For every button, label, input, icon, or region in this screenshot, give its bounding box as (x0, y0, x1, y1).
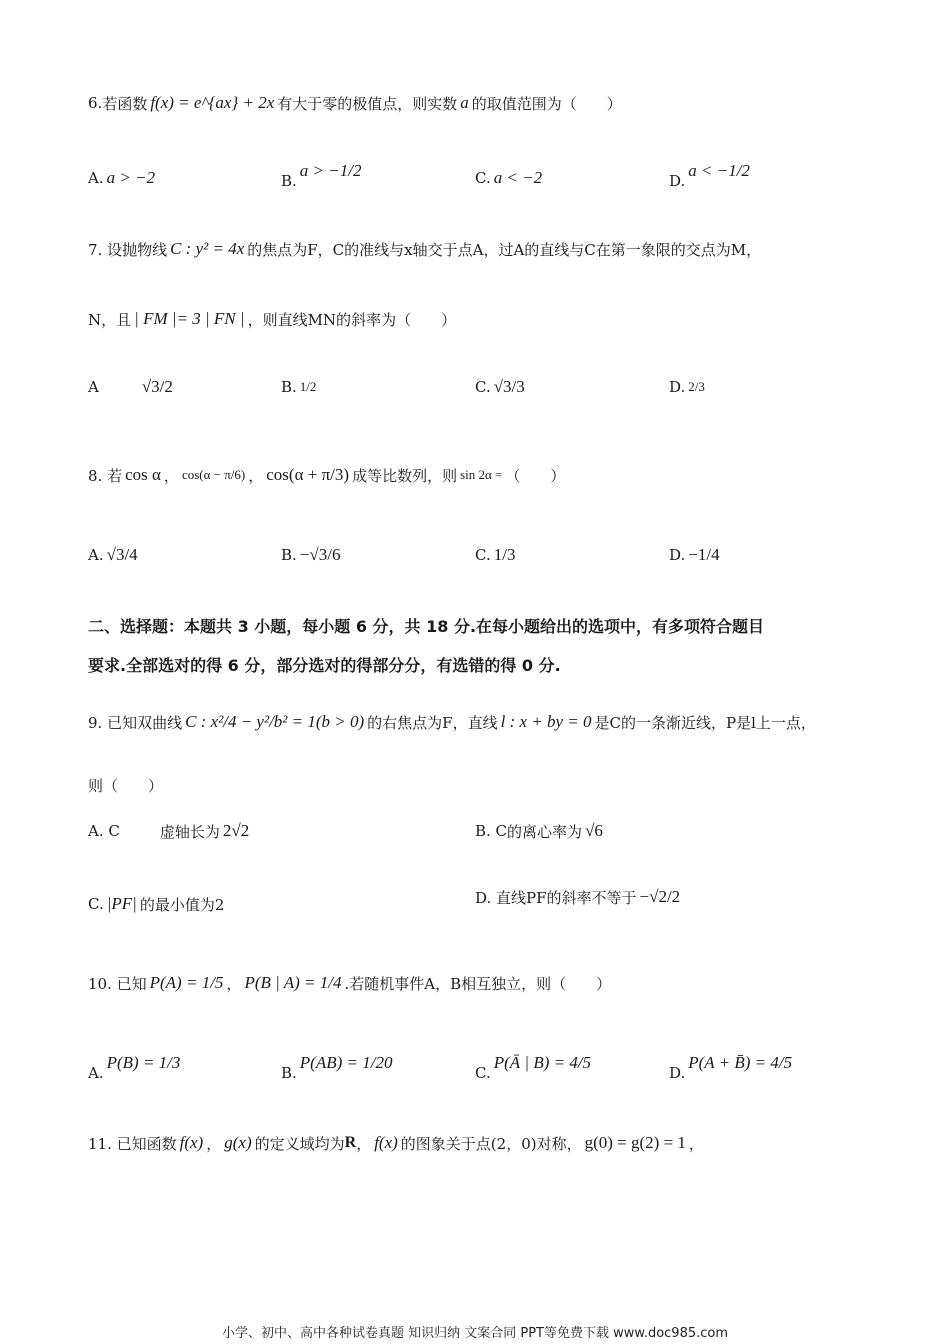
q11-fx-2: f(x) (374, 1133, 398, 1152)
q8-pre: 8. 若 (88, 466, 123, 485)
q8-option-c-math: 1/3 (493, 545, 516, 564)
q10-pba: P(B | A) = 1/4 (244, 973, 342, 992)
question-10 (88, 958, 611, 1008)
q8-comma-1: ， (163, 466, 179, 485)
q11-pre: 11. 已知函数 (88, 1134, 177, 1153)
q6-option-b-label: B. (281, 172, 297, 190)
q7-line2-post: ，则直线MN的斜率为（ ） (247, 310, 457, 329)
q9-option-b (475, 814, 606, 848)
q11-real-set: R (344, 1134, 357, 1151)
q8-comma-2: ， (248, 466, 264, 485)
q9-option-d-label: D. 直线PF的斜率不等于 (475, 888, 637, 907)
q8-option-d (669, 530, 723, 580)
q7-post: 的焦点为F，C的准线与x轴交于点A，过A的直线与C在第一象限的交点为M， (247, 240, 762, 259)
q10-option-a-math: P(B) = 1/3 (106, 1053, 181, 1072)
q9-option-a-label: A. C (88, 822, 120, 840)
q10-option-c-label: C. (475, 1064, 491, 1082)
q8-option-b-label: B. (281, 546, 297, 564)
q6-option-c-label: C. (475, 169, 491, 187)
q10-pre: 10. 已知 (88, 974, 147, 993)
q6-post: 有大于零的极值点，则实数 (277, 94, 458, 113)
q8-cos-plus: cos(α + π/3) (266, 465, 350, 484)
q6-option-c-math: a < −2 (493, 168, 543, 187)
q6-option-b-math: a > −1/2 (299, 161, 362, 180)
q7-pre: 7. 设抛物线 (88, 240, 168, 259)
q6-option-d-math: a < −1/2 (688, 161, 750, 180)
q9-option-b-text: 的离心率为 (507, 822, 583, 841)
q7-option-c-label: C. (475, 378, 491, 396)
q9-option-b-label: B. C (475, 822, 508, 840)
q9-line-l: l : x + by = 0 (500, 712, 592, 731)
q8-sin2a: sin 2α = (460, 467, 503, 482)
q8-option-b (281, 530, 343, 580)
q9-post: 是C的一条渐近线，P是l上一点， (594, 713, 816, 732)
q9-pre: 9. 已知双曲线 (88, 713, 183, 732)
q10-option-d-label: D. (669, 1064, 686, 1082)
q6-option-c (475, 160, 545, 196)
q9-option-b-math: √6 (585, 821, 603, 840)
q8-post2: （ ） (505, 466, 566, 485)
q9-line-2: 则（ ） (88, 776, 164, 795)
q8-cos-minus: cos(α − π/6) (181, 467, 246, 482)
q6-option-a-math: a > −2 (106, 168, 156, 187)
q11-gx: g(x) (224, 1133, 252, 1152)
q8-option-d-math: −1/4 (688, 545, 720, 564)
q7-parabola: C : y² = 4x (170, 239, 245, 258)
q10-option-c-math: P(Ā | B) = 4/5 (493, 1053, 592, 1072)
q6-option-d-label: D. (669, 172, 686, 190)
q10-option-b-label: B. (281, 1064, 297, 1082)
q8-option-c-label: C. (475, 546, 491, 564)
q7-option-a (88, 362, 176, 412)
q7-line2-pre: N，且 (88, 310, 132, 329)
q8-cos-alpha: cos α (125, 465, 161, 484)
q8-option-d-label: D. (669, 546, 686, 564)
q6-option-a-label: A. (88, 169, 104, 187)
question-8 (88, 450, 565, 500)
q10-post: .若随机事件A，B相互独立，则（ ） (344, 974, 612, 993)
q9-option-c-text: 的最小值为2 (139, 895, 225, 914)
q7-option-a-label: A (88, 378, 99, 396)
q11-g-values: g(0) = g(2) = 1 (584, 1133, 686, 1152)
q10-option-c (475, 1040, 594, 1086)
q7-option-b-label: B. (281, 378, 297, 396)
q9-option-a-text: 虚轴长为 (159, 822, 220, 841)
q7-option-d-math: 2/3 (688, 379, 705, 394)
q10-option-a-label: A. (88, 1064, 104, 1082)
q11-t2: 的图象关于点(2，0)对称， (400, 1134, 582, 1153)
page-footer: 小学、初中、高中各种试卷真题 知识归纳 文案合同 PPT等免费下载 www.doc985.com (221, 1326, 729, 1341)
q7-option-d-label: D. (669, 378, 686, 396)
q11-comma-1: ， (206, 1134, 222, 1153)
q10-option-d-math: P(A + B̄) = 4/5 (688, 1053, 793, 1072)
q10-pa: P(A) = 1/5 (149, 973, 224, 992)
q9-option-d-math: −√2/2 (639, 887, 681, 906)
q7-option-b-math: 1/2 (299, 379, 317, 394)
q7-option-a-math: √3/2 (141, 377, 173, 396)
q7-condition: | FM |= 3 | FN | (134, 309, 245, 328)
q10-option-a (88, 1040, 183, 1086)
question-11 (88, 1126, 704, 1160)
q9-option-a-math: 2√2 (222, 821, 250, 840)
q8-option-c (475, 530, 518, 580)
q9-option-c-label: C. (88, 895, 104, 913)
section-2-heading-line-1: 二、选择题：本题共 3 小题，每小题 6 分，共 18 分.在每小题给出的选项中，有多项符合题目 (88, 616, 765, 636)
q7-option-c-math: √3/3 (493, 377, 525, 396)
q11-t1: 的定义域均为 (254, 1134, 345, 1153)
q8-option-a (88, 530, 141, 580)
q10-option-d (669, 1040, 795, 1086)
question-7-line-1 (88, 232, 761, 266)
q9-option-c-math: |PF| (106, 894, 137, 913)
q9-option-c (88, 886, 224, 922)
q9-mid: 的右焦点为F，直线 (367, 713, 498, 732)
q6-post2: 的取值范围为（ ） (471, 94, 622, 113)
q8-option-b-math: −√3/6 (299, 545, 341, 564)
question-9 (88, 696, 816, 748)
q6-option-b (281, 146, 364, 196)
q6-function: f(x) = e^{ax} + 2x (150, 93, 275, 112)
section-2-heading-line-2: 要求.全部选对的得 6 分，部分选对的得部分分，有选错的得 0 分. (88, 655, 561, 675)
q10-option-b-math: P(AB) = 1/20 (299, 1053, 393, 1072)
q11-comma-3: ， (688, 1134, 704, 1153)
q6-pre: 若函数 (102, 94, 148, 113)
q10-comma: ， (226, 974, 242, 993)
q7-option-b (281, 362, 319, 412)
question-7-line-2 (88, 302, 456, 336)
question-6 (88, 88, 622, 118)
q7-option-d (669, 362, 708, 412)
q8-post: 成等比数列，则 (352, 466, 458, 485)
q6-var: a (460, 93, 469, 112)
q11-comma-2: ， (356, 1134, 372, 1153)
q6-option-a (88, 160, 158, 196)
q9-option-d (475, 872, 683, 922)
q7-option-c (475, 362, 528, 412)
q9-option-a (88, 814, 252, 848)
q8-option-a-label: A. (88, 546, 104, 564)
q11-fx: f(x) (179, 1133, 204, 1152)
q6-number: 6. (88, 94, 103, 112)
q10-option-b (281, 1040, 395, 1086)
q6-option-d (669, 146, 753, 196)
q8-option-a-math: √3/4 (106, 545, 138, 564)
q9-hyperbola: C : x²/4 − y²/b² = 1(b > 0) (185, 712, 365, 731)
